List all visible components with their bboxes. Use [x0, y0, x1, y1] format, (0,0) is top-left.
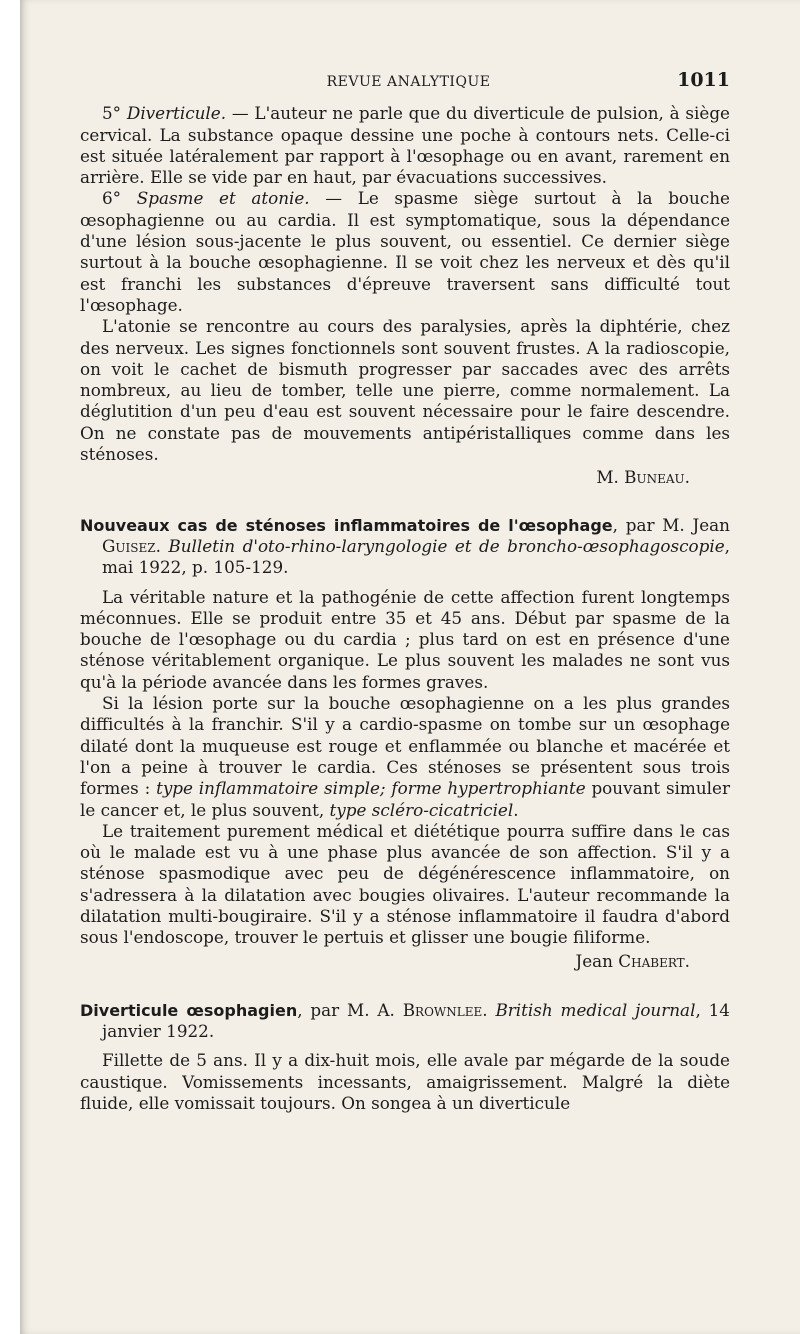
running-title: REVUE ANALYTIQUE: [326, 74, 491, 90]
section-title: Diverticule.: [126, 103, 227, 124]
page-content: [80, 70, 730, 1114]
citation: , mai 1922, p. 105-129.: [102, 535, 730, 578]
paragraph-atonie: L'atonie se rencontre au cours des paralysies, après la diphtérie, chez des nerveux. Les signes fonctionnels sont souvent frustes. A la radioscopie, on voit le cachet de bismuth progresser par saccades avec des arrêts nombreux, au lieu de tomber, telle une pierre, comme normalement. La déglutition d'un peu d'eau est souvent nécessaire pour le faire descendre. On ne constate pas de mouvements antipéristalliques comme dans les sténoses.: [80, 316, 730, 465]
article-title: Diverticule œsophagien: [80, 1000, 298, 1020]
page-number: 1011: [677, 69, 730, 91]
page: [20, 0, 800, 1334]
section-title: Spasme et atonie.: [136, 188, 310, 209]
section-number: 5°: [102, 103, 127, 124]
paragraph-fillette: Fillette de 5 ans. Il y a dix-huit mois, elle avale par mégarde de la soude caustique. Vomissements incessants, amaigrissement. Malgré la diète fluide, elle vomissait toujours. On songea à un diverticule: [80, 1050, 730, 1114]
article-heading-stenoses: Nouveaux cas de sténoses inflammatoires de l'œsophage, par M. Jean Guisez. Bulletin d'oto-rhino-laryngologie et de broncho-œsophagoscopie, mai 1922, p. 105-129.: [80, 514, 730, 578]
journal-name: British medical journal: [495, 999, 696, 1020]
paragraph-stenoses-3: Le traitement purement médical et diététique pourra suffire dans le cas où le malade est vu à une phase plus avancée de son affection. S'il y a sténose spasmodique avec peu de dégénérescence inflammatoire, on s'adressera à la dilatation avec bougies olivaires. L'auteur recommande la dilatation multi-bougiraire. S'il y a sténose inflammatoire il faudra d'abord sous l'endoscope, trouver le pertuis et glisser une bougie filiforme.: [80, 820, 730, 948]
article-author: Guisez.: [102, 535, 161, 556]
section-number: 6°: [102, 188, 137, 209]
article-title: Nouveaux cas de sténoses inflammatoires de l'œsophage: [80, 515, 613, 535]
signature-chabert: Jean Chabert.: [575, 950, 690, 971]
paragraph-text: — L'auteur ne parle que du diverticule de pulsion, à siège cervical. La substance opaque dessine une poche à contours nets. Celle-ci est située latéralement par rapport à l'œsophage ou en avant, rarement en arrière. Elle se vide par en haut, par évacuations successives.: [80, 103, 730, 188]
paragraph-stenoses-1: La véritable nature et la pathogénie de cette affection furent longtemps méconnues. Elle se produit entre 35 et 45 ans. Début par spasme de la bouche de l'œsophage ou du cardia ; plus tard on est en présence d'une sténose véritablement organique. Le plus souvent les malades ne sont vus qu'à la période avancée dans les formes graves.: [80, 586, 730, 692]
paragraph-spasme: [80, 188, 730, 316]
paragraph-diverticule: [80, 103, 730, 188]
article-heading-diverticule: Diverticule œsophagien, par M. A. Brownlee. British medical journal, 14 janvier 1922.: [80, 999, 730, 1042]
article-author: Brownlee.: [402, 999, 488, 1020]
journal-name: Bulletin d'oto-rhino-laryngologie et de broncho-œsophagoscopie: [168, 535, 725, 556]
paragraph-stenoses-2: Si la lésion porte sur la bouche œsophagienne on a les plus grandes difficultés à la franchir. S'il y a cardio-spasme on tombe sur un œsophage dilaté dont la muqueuse est rouge et enflammée ou blanche et macérée et l'on a peine à trouver le cardia. Ces sténoses se présentent sous trois formes : type inflammatoire simple; forme hypertrophiante pouvant simuler le cancer et, le plus souvent, type scléro-cicatriciel.: [80, 693, 730, 820]
signature-buneau: M. Buneau.: [596, 467, 690, 488]
citation: , 14 janvier 1922.: [102, 999, 730, 1042]
paragraph-text: — Le spasme siège surtout à la bouche œsophagienne ou au cardia. Il est symptomatique, sous la dépendance d'une lésion sous-jacente le plus souvent, ou essentiel. Ce dernier siège surtout à la bouche œsophagienne. Il se voit chez les nerveux et dès qu'il est franchi les substances d'épreuve traversent sans difficulté tout l'œsophage.: [80, 188, 730, 315]
running-header: [80, 70, 730, 93]
